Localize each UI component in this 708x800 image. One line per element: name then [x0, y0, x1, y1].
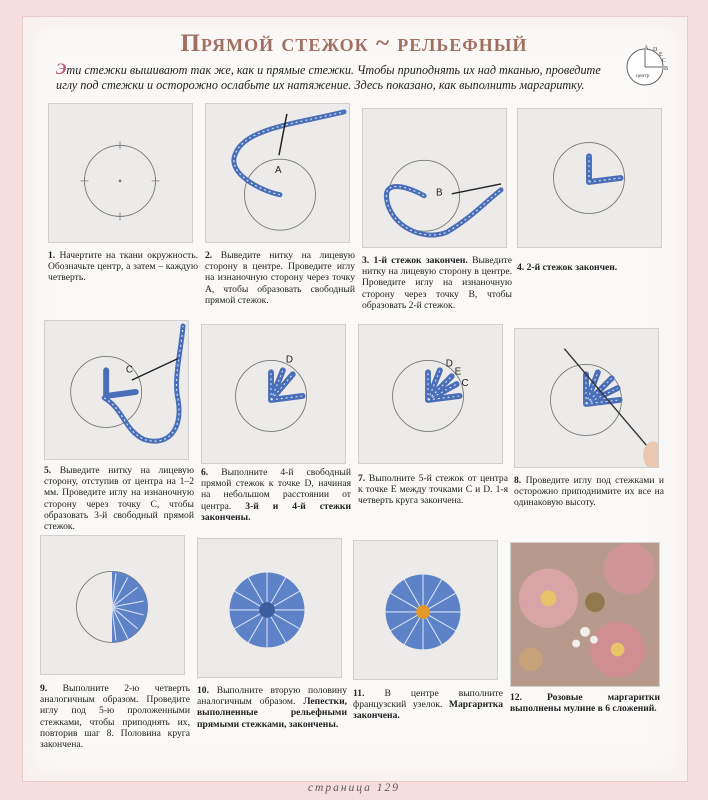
step-2-photo	[205, 103, 350, 243]
step-7-photo	[358, 324, 503, 464]
step-7-caption: 7. Выполните 5-й стежок от центра к точке Е между точками С и D. 1-я четверть круга закончена.	[358, 473, 508, 507]
step-9-photo	[40, 535, 185, 675]
step-12-photo	[510, 542, 660, 687]
step-2-caption: 2. Выведите нитку на лицевую сторону в центре. Проведите иглу на изнаночную сторону через точку А, чтобы образовать свободный прямой стежок.	[205, 250, 355, 306]
step-12-caption: 12. Розовые маргаритки выполнены мулине в 6 сложений.	[510, 692, 660, 715]
step-1-caption: 1. Начертите на ткани окружность. Обозначьте центр, а затем – каждую четверть.	[48, 250, 198, 284]
label-c2: C	[461, 378, 469, 390]
page-number: страница 129	[307, 782, 401, 794]
step-5-photo	[44, 320, 189, 460]
drop-cap: Э	[56, 61, 67, 78]
step-5-caption: 5. Выведите нитку на лицевую сторону, отступив от центра на 1–2 мм. Проведите иглу на изнаночную сторону через точку С, чтобы образовать 3-й свободный прямой стежок.	[44, 465, 194, 533]
step-6-photo	[201, 324, 346, 464]
step-4-caption: 4. 2-й стежок закончен.	[517, 262, 618, 273]
step-6-caption: 6. Выполните 4-й свободный прямой стежок к точке D, начиная на небольшом расстоянии от центра. 3-й и 4-й стежки закончены.	[201, 467, 351, 523]
step-8-caption: 8. Проведите иглу под стежками и осторожно приподнимите их все на одинаковую высоту.	[514, 475, 665, 509]
intro-paragraph	[56, 62, 616, 93]
clock-label-c: C	[662, 58, 667, 64]
step-3-photo	[362, 108, 507, 248]
step-3-caption: 3. 1-й стежок закончен. Выведите нитку на лицевую сторону в центре. Проведите иглу на изнаночную сторону через точку В, чтобы образовать 2-й стежок.	[362, 255, 512, 311]
label-c: C	[125, 364, 133, 376]
step-11-photo	[353, 540, 498, 680]
clock-label-a: A	[644, 45, 649, 51]
clock-label-e: E	[659, 52, 663, 58]
step-9-caption: 9. Выполните 2-ю четверть аналогичным образом. Проведите иглу под 5-ю проложенными стежками, чтобы приподнять их, повторив шаг 8. Половина круга закончена.	[40, 683, 191, 751]
clock-center-label: центр	[636, 73, 650, 79]
label-e: E	[454, 366, 462, 378]
step-8-photo	[514, 328, 659, 468]
clock-label-d: D	[653, 47, 658, 53]
label-b: B	[435, 187, 443, 199]
label-d2: D	[445, 358, 453, 370]
clock-label-b: B	[664, 66, 669, 72]
clock-diagram	[620, 40, 670, 90]
step-10-photo	[197, 538, 342, 678]
intro-text: ти стежки вышивают так же, как и прямые стежки. Чтобы приподнять их над тканью, проведите иглу под стежки и осторожно ослабьте их натяжение. Здесь показано, как выполнить маргаритку.	[56, 63, 601, 92]
step-1-photo	[48, 103, 193, 243]
label-a: A	[275, 165, 282, 176]
page-title: Прямой стежок ~ рельефный	[180, 30, 528, 57]
step-10-caption: 10. Выполните вторую половину аналогичным образом. Лепестки, выполненные рельефными прямыми стежками, закончены.	[197, 685, 347, 730]
step-11-caption: 11. В центре выполните французский узелок. Маргаритка закончена.	[353, 688, 503, 722]
step-4-photo	[517, 108, 662, 248]
label-d: D	[285, 354, 293, 366]
